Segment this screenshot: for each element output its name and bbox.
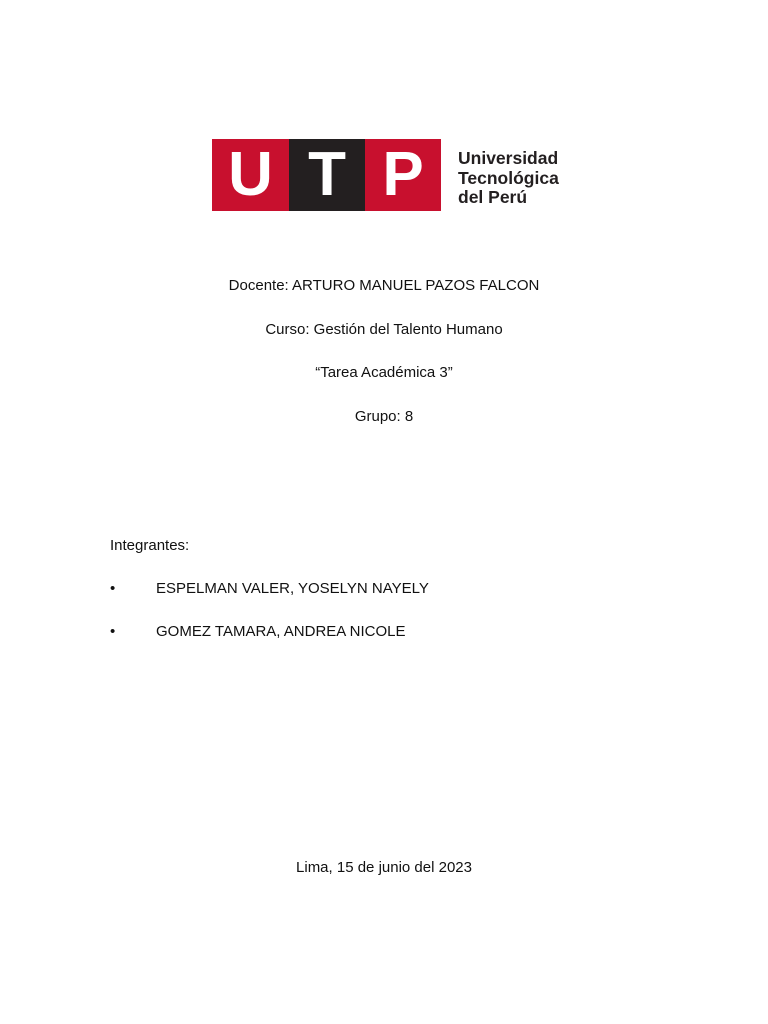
logo-letter-u: [212, 139, 289, 211]
tarea-title: “Tarea Académica 3”: [315, 364, 453, 381]
logo-letter-t-text: T: [308, 140, 346, 209]
logo-letter-p: [365, 139, 441, 211]
list-item: [110, 623, 610, 641]
logo-line-1: Universidad: [458, 148, 559, 168]
logo-line-3: del Perú: [458, 187, 528, 207]
logo-letter-t: [289, 139, 365, 211]
bullet-icon: •: [110, 580, 116, 597]
bullet-icon: •: [110, 623, 116, 640]
docente-line: Docente: ARTURO MANUEL PAZOS FALCON: [228, 277, 540, 294]
member-name: GOMEZ TAMARA, ANDREA NICOLE: [156, 623, 406, 640]
list-item: [110, 580, 610, 598]
logo-letter-u-text: U: [228, 140, 273, 209]
place-date: Lima, 15 de junio del 2023: [296, 859, 472, 876]
member-name: ESPELMAN VALER, YOSELYN NAYELY: [156, 580, 429, 597]
logo-university-name: [458, 149, 578, 208]
grupo-line: Grupo: 8: [354, 408, 414, 425]
utp-logo: [212, 139, 572, 212]
integrantes-label: Integrantes:: [110, 537, 190, 554]
logo-letter-p-text: P: [382, 140, 424, 209]
curso-line: Curso: Gestión del Talento Humano: [265, 321, 503, 338]
logo-line-2: Tecnológica: [458, 167, 559, 188]
